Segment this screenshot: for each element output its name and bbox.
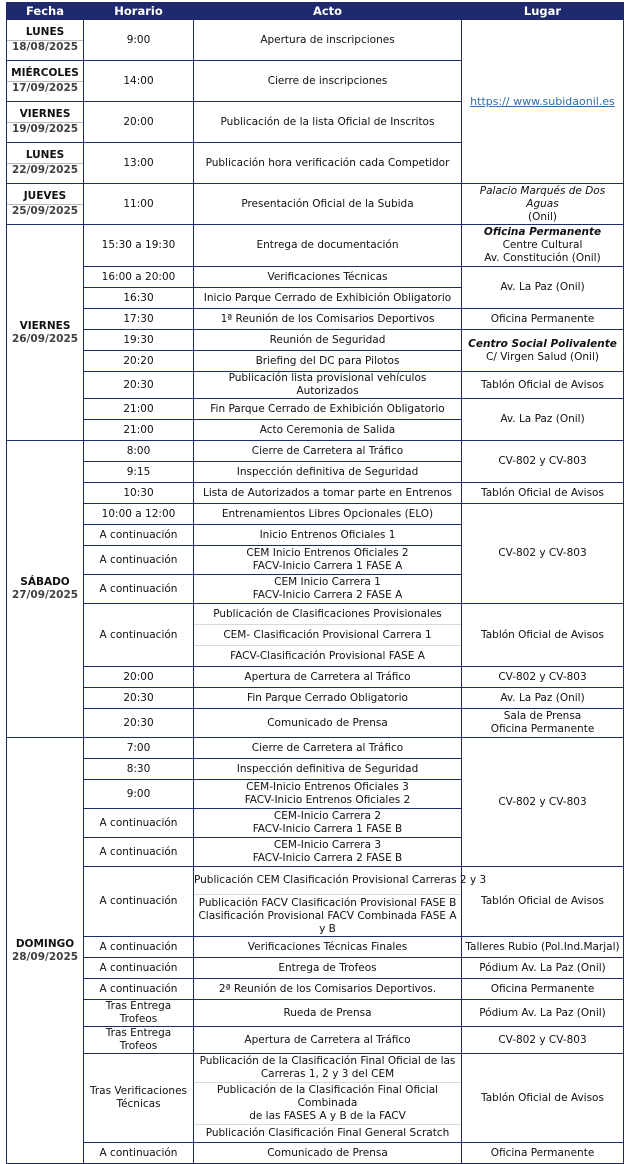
table-row <box>7 958 624 979</box>
place-cell: Oficina Permanente <box>462 1143 624 1164</box>
act-cell: Inspección definitiva de Seguridad <box>194 759 462 780</box>
time-cell: 20:00 <box>84 667 194 688</box>
act-cell <box>194 604 462 667</box>
time-cell: A continuación <box>84 838 194 867</box>
act-line: FACV-Clasificación Provisional FASE A <box>230 650 425 662</box>
act-cell: Rueda de Prensa <box>194 1000 462 1027</box>
act-line: CEM- Clasificación Provisional Carrera 1 <box>194 625 461 646</box>
time-cell: Tras Entrega Trofeos <box>84 1000 194 1027</box>
header-acto: Acto <box>194 3 462 20</box>
time-cell: 17:30 <box>84 309 194 330</box>
time-cell: 20:30 <box>84 372 194 399</box>
date-cell <box>7 61 84 102</box>
date-cell <box>7 143 84 184</box>
place-cell <box>462 330 624 372</box>
act-cell: Cierre de Carretera al Tráfico <box>194 441 462 462</box>
time-cell: 21:00 <box>84 399 194 420</box>
day-label: DOMINGO <box>15 937 75 950</box>
act-cell <box>194 1054 462 1143</box>
place-cell <box>462 20 624 184</box>
table-row <box>7 604 624 667</box>
place-cell: CV-802 y CV-803 <box>462 1027 624 1054</box>
table-row <box>7 267 624 288</box>
act-cell: Apertura de Carretera al Tráfico <box>194 1027 462 1054</box>
place-cell: Talleres Rubio (Pol.Ind.Marjal) <box>462 937 624 958</box>
place-line: Oficina Permanente <box>490 723 595 735</box>
table-row <box>7 1054 624 1143</box>
act-line: Publicación FACV Clasificación Provisional FASE B <box>198 897 457 909</box>
table-row <box>7 1000 624 1027</box>
time-cell: Tras Entrega Trofeos <box>84 1027 194 1054</box>
time-cell: 7:00 <box>84 738 194 759</box>
date-cell <box>7 225 84 441</box>
time-cell: A continuación <box>84 1143 194 1164</box>
place-cell: Oficina Permanente <box>462 309 624 330</box>
act-cell: Entrega de documentación <box>194 225 462 267</box>
act-cell: 1ª Reunión de los Comisarios Deportivos <box>194 309 462 330</box>
time-cell: 13:00 <box>84 143 194 184</box>
table-row <box>7 667 624 688</box>
date-label: 27/09/2025 <box>11 589 79 601</box>
act-cell: Inicio Parque Cerrado de Exhibición Obligatorio <box>194 288 462 309</box>
act-cell: Apertura de inscripciones <box>194 20 462 61</box>
act-cell <box>194 546 462 575</box>
time-cell: 21:00 <box>84 420 194 441</box>
table-row <box>7 372 624 399</box>
time-cell: 14:00 <box>84 61 194 102</box>
act-cell <box>194 809 462 838</box>
place-cell: Tablón Oficial de Avisos <box>462 1054 624 1143</box>
act-cell: Fin Parque Cerrado de Exhibición Obligatorio <box>194 399 462 420</box>
act-cell: Acto Ceremonia de Salida <box>194 420 462 441</box>
act-line: Publicación de Clasificaciones Provisionales <box>194 604 461 625</box>
place-cell <box>462 225 624 267</box>
act-line: FACV-Inicio Carrera 2 FASE A <box>252 589 403 601</box>
act-line: Publicación de la Clasificación Final Oficial de las <box>199 1055 456 1067</box>
time-cell: A continuación <box>84 979 194 1000</box>
time-cell: 15:30 a 19:30 <box>84 225 194 267</box>
table-row <box>7 399 624 420</box>
table-row <box>7 979 624 1000</box>
place-cell: Tablón Oficial de Avisos <box>462 483 624 504</box>
header-row <box>7 3 624 20</box>
time-cell: 16:00 a 20:00 <box>84 267 194 288</box>
date-cell <box>7 20 84 61</box>
time-cell: 9:00 <box>84 780 194 809</box>
schedule-table <box>6 2 624 1164</box>
table-row <box>7 184 624 225</box>
table-row <box>7 483 624 504</box>
day-label: LUNES <box>7 26 83 41</box>
time-cell: A continuación <box>84 604 194 667</box>
act-cell: Entrega de Trofeos <box>194 958 462 979</box>
date-label: 18/08/2025 <box>11 41 79 53</box>
time-cell: A continuación <box>84 937 194 958</box>
place-cell: Tablón Oficial de Avisos <box>462 604 624 667</box>
act-cell: Verificaciones Técnicas Finales <box>194 937 462 958</box>
time-cell: A continuación <box>84 546 194 575</box>
table-row <box>7 504 624 525</box>
table-row <box>7 688 624 709</box>
time-cell: A continuación <box>84 575 194 604</box>
place-cell <box>462 709 624 738</box>
date-label: 26/09/2025 <box>11 332 79 345</box>
place-cell: CV-802 y CV-803 <box>462 738 624 867</box>
act-cell: Cierre de Carretera al Tráfico <box>194 738 462 759</box>
day-label: VIERNES <box>7 108 83 123</box>
date-label: 17/09/2025 <box>11 82 79 94</box>
time-cell: 20:00 <box>84 102 194 143</box>
act-line: FACV-Inicio Carrera 2 FASE B <box>252 852 403 864</box>
date-label: 22/09/2025 <box>11 164 79 176</box>
time-cell: A continuación <box>84 958 194 979</box>
time-line: Técnicas <box>116 1098 161 1110</box>
place-line: Av. Constitución (Onil) <box>484 252 601 264</box>
day-label: VIERNES <box>19 319 71 332</box>
time-cell: 9:15 <box>84 462 194 483</box>
day-label: SÁBADO <box>20 576 70 588</box>
act-cell: 2ª Reunión de los Comisarios Deportivos. <box>194 979 462 1000</box>
act-line: FACV-Inicio Carrera 1 FASE A <box>252 560 403 572</box>
place-line: Centre Cultural <box>502 239 583 251</box>
act-cell: Comunicado de Prensa <box>194 1143 462 1164</box>
place-cell: Tablón Oficial de Avisos <box>462 372 624 399</box>
act-cell: Presentación Oficial de la Subida <box>194 184 462 225</box>
place-line: Centro Social Polivalente <box>468 337 617 350</box>
act-cell <box>194 867 487 937</box>
act-cell <box>194 780 462 809</box>
time-cell: 8:00 <box>84 441 194 462</box>
date-cell <box>7 738 84 1164</box>
time-cell: 19:30 <box>84 330 194 351</box>
place-line: (Onil) <box>528 210 557 223</box>
act-line: Clasificación Provisional FACV Combinada FASE A y B <box>198 910 457 935</box>
act-line: CEM Inicio Entrenos Oficiales 2 <box>246 547 409 559</box>
time-cell: 11:00 <box>84 184 194 225</box>
act-cell: Cierre de inscripciones <box>194 61 462 102</box>
place-cell <box>462 184 624 225</box>
act-group <box>194 1054 461 1083</box>
place-cell: Oficina Permanente <box>462 979 624 1000</box>
date-label: 25/09/2025 <box>11 205 79 217</box>
date-cell <box>7 184 84 225</box>
time-cell: 8:30 <box>84 759 194 780</box>
date-label: 19/09/2025 <box>11 123 79 135</box>
header-fecha: Fecha <box>7 3 84 20</box>
time-cell: A continuación <box>84 867 194 937</box>
header-lugar: Lugar <box>462 3 624 20</box>
time-cell: 10:00 a 12:00 <box>84 504 194 525</box>
table-row <box>7 867 624 937</box>
act-line: FACV-Inicio Entrenos Oficiales 2 <box>244 794 411 806</box>
act-cell: Inspección definitiva de Seguridad <box>194 462 462 483</box>
table-row <box>7 225 624 267</box>
act-cell: Comunicado de Prensa <box>194 709 462 738</box>
place-line: C/ Virgen Salud (Onil) <box>486 350 599 363</box>
time-cell: 10:30 <box>84 483 194 504</box>
act-cell: Lista de Autorizados a tomar parte en Entrenos <box>194 483 462 504</box>
table-row <box>7 1027 624 1054</box>
header-horario: Horario <box>84 3 194 20</box>
day-label: LUNES <box>7 149 83 164</box>
place-cell: Tablón Oficial de Avisos <box>462 867 624 937</box>
act-line: Publicación de la Clasificación Final Oficial Combinada <box>216 1084 439 1109</box>
act-line: CEM-Inicio Carrera 3 <box>273 839 382 851</box>
act-cell: Publicación lista provisional vehículos Autorizados <box>194 372 462 399</box>
day-label: JUEVES <box>7 190 83 205</box>
act-group <box>194 1083 461 1125</box>
act-cell: Publicación de la lista Oficial de Inscritos <box>194 102 462 143</box>
table-row <box>7 309 624 330</box>
act-line: Publicación Clasificación Final General Scratch <box>205 1127 450 1139</box>
act-cell <box>194 575 462 604</box>
act-cell <box>194 838 462 867</box>
table-row <box>7 1143 624 1164</box>
date-cell <box>7 102 84 143</box>
act-line: CEM Inicio Carrera 1 <box>274 576 381 588</box>
date-cell <box>7 441 84 738</box>
date-label: 28/09/2025 <box>11 950 79 963</box>
place-line: Oficina Permanente <box>483 226 602 238</box>
table-row <box>7 441 624 462</box>
act-cell: Inicio Entrenos Oficiales 1 <box>194 525 462 546</box>
place-line: Sala de Prensa <box>503 710 582 722</box>
act-cell: Entrenamientos Libres Opcionales (ELO) <box>194 504 462 525</box>
table-row <box>7 738 624 759</box>
time-cell: 16:30 <box>84 288 194 309</box>
act-line: CEM-Inicio Entrenos Oficiales 3 <box>246 781 409 793</box>
act-line: de las FASES A y B de la FACV <box>249 1110 406 1122</box>
day-label: MIÉRCOLES <box>7 67 83 82</box>
act-cell: Apertura de Carretera al Tráfico <box>194 667 462 688</box>
time-cell: 20:20 <box>84 351 194 372</box>
time-cell: 20:30 <box>84 688 194 709</box>
act-cell: Reunión de Seguridad <box>194 330 462 351</box>
place-cell: CV-802 y CV-803 <box>462 441 624 483</box>
place-cell: Av. La Paz (Onil) <box>462 399 624 441</box>
time-cell <box>84 1054 194 1143</box>
place-line: Palacio Marqués de Dos Aguas <box>479 184 606 210</box>
act-cell: Fin Parque Cerrado Obligatorio <box>194 688 462 709</box>
table-row <box>7 937 624 958</box>
place-cell: Av. La Paz (Onil) <box>462 267 624 309</box>
act-cell: Briefing del DC para Pilotos <box>194 351 462 372</box>
time-line: Tras Verificaciones <box>89 1085 187 1097</box>
act-line: CEM-Inicio Carrera 2 <box>273 810 382 822</box>
place-cell: CV-802 y CV-803 <box>462 667 624 688</box>
time-cell: 20:30 <box>84 709 194 738</box>
place-cell: Pódium Av. La Paz (Onil) <box>462 958 624 979</box>
table-row <box>7 709 624 738</box>
place-cell: Av. La Paz (Onil) <box>462 688 624 709</box>
place-cell: CV-802 y CV-803 <box>462 504 624 604</box>
website-link[interactable]: https:// www.subidaonil.es <box>470 94 615 108</box>
place-cell: Pódium Av. La Paz (Onil) <box>462 1000 624 1027</box>
act-line: Carreras 1, 2 y 3 del CEM <box>260 1068 395 1080</box>
time-cell: A continuación <box>84 525 194 546</box>
act-cell: Publicación hora verificación cada Competidor <box>194 143 462 184</box>
table-row <box>7 20 624 61</box>
act-cell: Verificaciones Técnicas <box>194 267 462 288</box>
time-cell: A continuación <box>84 809 194 838</box>
act-line: Publicación CEM Clasificación Provisional Carreras 2 y 3 <box>194 867 461 895</box>
table-row <box>7 330 624 351</box>
act-line: FACV-Inicio Carrera 1 FASE B <box>252 823 403 835</box>
time-cell: 9:00 <box>84 20 194 61</box>
